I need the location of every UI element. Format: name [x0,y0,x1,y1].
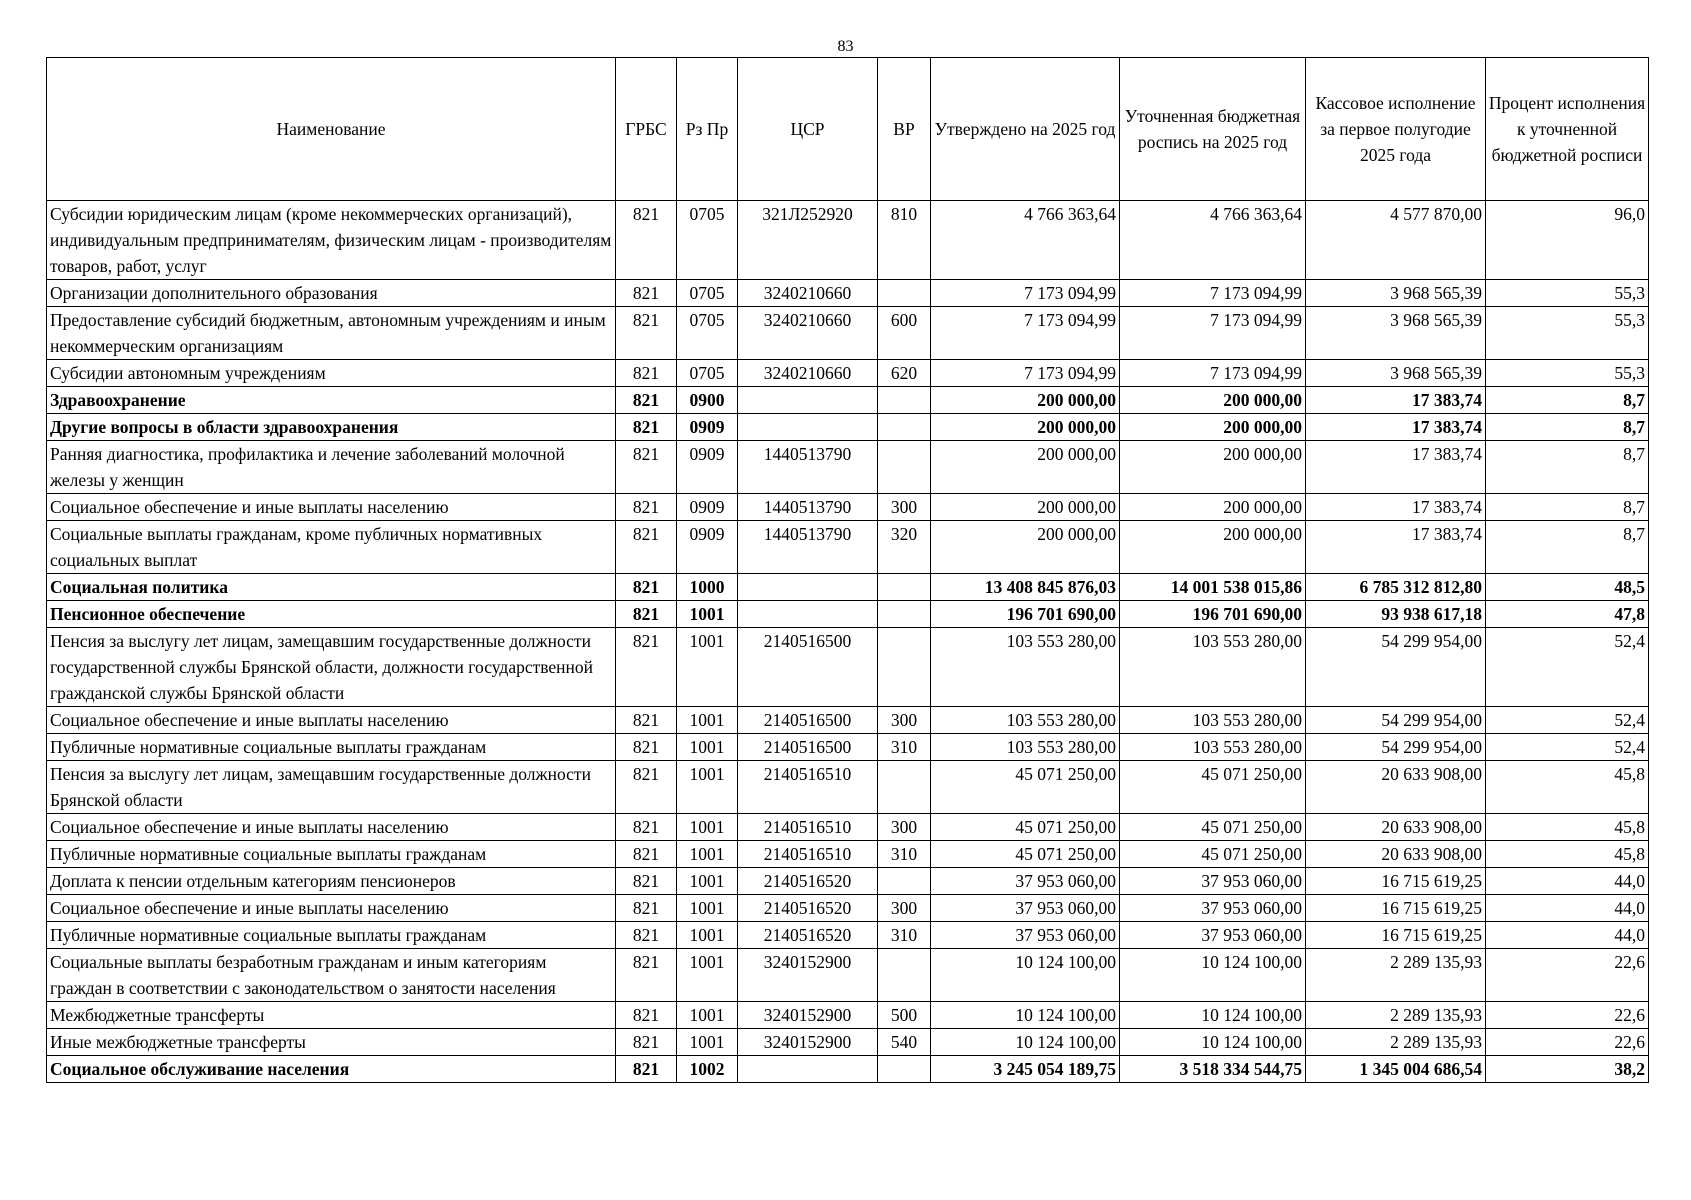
cell-cash: 4 577 870,00 [1306,201,1486,280]
cell-vr [878,280,931,307]
cell-name: Публичные нормативные социальные выплаты гражданам [47,734,616,761]
cell-approved: 10 124 100,00 [931,949,1120,1002]
cell-grbs: 821 [616,814,677,841]
cell-vr [878,868,931,895]
cell-refined: 196 701 690,00 [1120,601,1306,628]
cell-refined: 7 173 094,99 [1120,307,1306,360]
cell-approved: 37 953 060,00 [931,922,1120,949]
cell-rzpr: 1001 [677,868,738,895]
table-row [47,201,1649,280]
cell-cash: 20 633 908,00 [1306,761,1486,814]
table-row [47,734,1649,761]
cell-name: Пенсия за выслугу лет лицам, замещавшим государственные должности государственной службы Брянской области, должности государственной гражданской службы Брянской области [47,628,616,707]
cell-name: Социальное обеспечение и иные выплаты населению [47,895,616,922]
cell-percent: 22,6 [1486,1029,1649,1056]
table-row [47,601,1649,628]
cell-refined: 45 071 250,00 [1120,814,1306,841]
cell-percent: 52,4 [1486,628,1649,707]
cell-cash: 54 299 954,00 [1306,734,1486,761]
cell-refined: 37 953 060,00 [1120,868,1306,895]
cell-cash: 6 785 312 812,80 [1306,574,1486,601]
cell-rzpr: 1001 [677,1029,738,1056]
cell-name: Другие вопросы в области здравоохранения [47,414,616,441]
cell-percent: 22,6 [1486,949,1649,1002]
table-row [47,814,1649,841]
table-row [47,574,1649,601]
cell-cash: 17 383,74 [1306,387,1486,414]
cell-rzpr: 1001 [677,922,738,949]
table-row [47,387,1649,414]
cell-vr: 310 [878,841,931,868]
cell-vr: 300 [878,895,931,922]
cell-csr: 3240210660 [738,360,878,387]
cell-csr: 2140516500 [738,734,878,761]
cell-grbs: 821 [616,574,677,601]
cell-refined: 10 124 100,00 [1120,949,1306,1002]
cell-refined: 45 071 250,00 [1120,761,1306,814]
cell-approved: 13 408 845 876,03 [931,574,1120,601]
cell-approved: 103 553 280,00 [931,734,1120,761]
cell-name: Организации дополнительного образования [47,280,616,307]
cell-cash: 54 299 954,00 [1306,628,1486,707]
cell-vr [878,441,931,494]
table-row [47,1002,1649,1029]
cell-percent: 52,4 [1486,734,1649,761]
cell-name: Ранняя диагностика, профилактика и лечение заболеваний молочной железы у женщин [47,441,616,494]
cell-rzpr: 0900 [677,387,738,414]
cell-name: Социальные выплаты гражданам, кроме публичных нормативных социальных выплат [47,521,616,574]
cell-vr: 300 [878,494,931,521]
cell-name: Субсидии автономным учреждениям [47,360,616,387]
cell-name: Пенсия за выслугу лет лицам, замещавшим государственные должности Брянской области [47,761,616,814]
cell-grbs: 821 [616,441,677,494]
cell-name: Субсидии юридическим лицам (кроме некоммерческих организаций), индивидуальным предпринимателям, физическим лицам - производителям товаров, работ, услуг [47,201,616,280]
cell-refined: 45 071 250,00 [1120,841,1306,868]
cell-csr: 321Л252920 [738,201,878,280]
cell-vr [878,601,931,628]
table-body [47,201,1649,1083]
cell-grbs: 821 [616,307,677,360]
cell-vr: 310 [878,734,931,761]
cell-csr: 1440513790 [738,494,878,521]
page-number: 83 [837,38,854,55]
cell-name: Пенсионное обеспечение [47,601,616,628]
cell-percent: 45,8 [1486,841,1649,868]
cell-approved: 10 124 100,00 [931,1029,1120,1056]
cell-grbs: 821 [616,387,677,414]
cell-refined: 4 766 363,64 [1120,201,1306,280]
cell-refined: 200 000,00 [1120,387,1306,414]
cell-refined: 3 518 334 544,75 [1120,1056,1306,1083]
cell-grbs: 821 [616,280,677,307]
cell-vr: 500 [878,1002,931,1029]
cell-percent: 52,4 [1486,707,1649,734]
cell-grbs: 821 [616,360,677,387]
cell-cash: 93 938 617,18 [1306,601,1486,628]
header-csr: ЦСР [738,58,878,201]
table-row [47,1029,1649,1056]
cell-csr [738,414,878,441]
cell-percent: 8,7 [1486,521,1649,574]
cell-approved: 37 953 060,00 [931,868,1120,895]
header-refined: Уточненная бюджетная роспись на 2025 год [1120,58,1306,201]
cell-cash: 16 715 619,25 [1306,895,1486,922]
table-row [47,280,1649,307]
header-rzpr: Рз Пр [677,58,738,201]
cell-refined: 37 953 060,00 [1120,895,1306,922]
header-percent: Процент исполнения к уточненной бюджетной росписи [1486,58,1649,201]
cell-approved: 45 071 250,00 [931,814,1120,841]
cell-rzpr: 1001 [677,949,738,1002]
cell-csr: 2140516520 [738,895,878,922]
cell-csr: 2140516500 [738,707,878,734]
cell-vr: 300 [878,814,931,841]
table-row [47,441,1649,494]
cell-percent: 8,7 [1486,494,1649,521]
cell-approved: 4 766 363,64 [931,201,1120,280]
cell-csr: 3240210660 [738,307,878,360]
cell-name: Социальная политика [47,574,616,601]
cell-rzpr: 1001 [677,707,738,734]
cell-approved: 10 124 100,00 [931,1002,1120,1029]
cell-grbs: 821 [616,895,677,922]
cell-name: Публичные нормативные социальные выплаты гражданам [47,841,616,868]
cell-cash: 20 633 908,00 [1306,841,1486,868]
header-vr: ВР [878,58,931,201]
table-row [47,922,1649,949]
table-row [47,707,1649,734]
cell-approved: 37 953 060,00 [931,895,1120,922]
table-header-row [47,58,1649,201]
cell-refined: 10 124 100,00 [1120,1029,1306,1056]
cell-csr [738,574,878,601]
cell-refined: 7 173 094,99 [1120,280,1306,307]
cell-rzpr: 0705 [677,280,738,307]
cell-cash: 2 289 135,93 [1306,1002,1486,1029]
cell-approved: 200 000,00 [931,414,1120,441]
cell-rzpr: 1001 [677,628,738,707]
cell-percent: 55,3 [1486,280,1649,307]
cell-percent: 22,6 [1486,1002,1649,1029]
cell-name: Социальное обеспечение и иные выплаты населению [47,494,616,521]
cell-vr: 810 [878,201,931,280]
cell-percent: 55,3 [1486,360,1649,387]
cell-rzpr: 1001 [677,895,738,922]
cell-refined: 14 001 538 015,86 [1120,574,1306,601]
cell-rzpr: 1002 [677,1056,738,1083]
cell-vr [878,387,931,414]
cell-cash: 20 633 908,00 [1306,814,1486,841]
cell-name: Социальное обеспечение и иные выплаты населению [47,814,616,841]
cell-refined: 103 553 280,00 [1120,628,1306,707]
cell-csr: 3240210660 [738,280,878,307]
cell-name: Социальные выплаты безработным гражданам и иным категориям граждан в соответствии с законодательством о занятости населения [47,949,616,1002]
budget-execution-table [46,57,1649,1083]
cell-csr [738,601,878,628]
cell-name: Доплата к пенсии отдельным категориям пенсионеров [47,868,616,895]
cell-percent: 8,7 [1486,387,1649,414]
cell-percent: 47,8 [1486,601,1649,628]
cell-grbs: 821 [616,868,677,895]
cell-grbs: 821 [616,521,677,574]
cell-refined: 200 000,00 [1120,414,1306,441]
cell-percent: 8,7 [1486,414,1649,441]
cell-rzpr: 0705 [677,360,738,387]
cell-vr: 320 [878,521,931,574]
cell-approved: 196 701 690,00 [931,601,1120,628]
table-row [47,895,1649,922]
cell-percent: 45,8 [1486,761,1649,814]
cell-csr [738,1056,878,1083]
header-name: Наименование [47,58,616,201]
cell-approved: 45 071 250,00 [931,841,1120,868]
cell-cash: 16 715 619,25 [1306,922,1486,949]
cell-refined: 10 124 100,00 [1120,1002,1306,1029]
cell-csr: 2140516500 [738,628,878,707]
cell-csr: 2140516510 [738,841,878,868]
cell-rzpr: 1001 [677,761,738,814]
cell-cash: 2 289 135,93 [1306,949,1486,1002]
cell-rzpr: 1001 [677,734,738,761]
cell-percent: 44,0 [1486,922,1649,949]
cell-grbs: 821 [616,1002,677,1029]
cell-grbs: 821 [616,494,677,521]
cell-percent: 96,0 [1486,201,1649,280]
cell-grbs: 821 [616,949,677,1002]
cell-cash: 3 968 565,39 [1306,360,1486,387]
cell-name: Социальное обслуживание населения [47,1056,616,1083]
table-row [47,307,1649,360]
cell-refined: 200 000,00 [1120,441,1306,494]
cell-approved: 200 000,00 [931,387,1120,414]
cell-grbs: 821 [616,1029,677,1056]
cell-approved: 103 553 280,00 [931,628,1120,707]
cell-rzpr: 1001 [677,1002,738,1029]
cell-cash: 17 383,74 [1306,521,1486,574]
cell-cash: 3 968 565,39 [1306,307,1486,360]
cell-rzpr: 0909 [677,414,738,441]
cell-grbs: 821 [616,601,677,628]
cell-csr: 2140516510 [738,761,878,814]
cell-approved: 45 071 250,00 [931,761,1120,814]
cell-vr: 600 [878,307,931,360]
cell-csr: 1440513790 [738,521,878,574]
cell-vr [878,574,931,601]
table-row [47,521,1649,574]
cell-refined: 7 173 094,99 [1120,360,1306,387]
table-row [47,494,1649,521]
cell-grbs: 821 [616,841,677,868]
cell-refined: 103 553 280,00 [1120,707,1306,734]
cell-approved: 7 173 094,99 [931,280,1120,307]
cell-grbs: 821 [616,734,677,761]
cell-vr [878,1056,931,1083]
cell-rzpr: 0909 [677,441,738,494]
cell-vr [878,949,931,1002]
cell-csr: 3240152900 [738,949,878,1002]
cell-vr [878,628,931,707]
cell-refined: 200 000,00 [1120,494,1306,521]
cell-refined: 103 553 280,00 [1120,734,1306,761]
table-row [47,761,1649,814]
cell-name: Иные межбюджетные трансферты [47,1029,616,1056]
header-cash: Кассовое исполнение за первое полугодие 2025 года [1306,58,1486,201]
cell-rzpr: 0909 [677,494,738,521]
cell-name: Публичные нормативные социальные выплаты гражданам [47,922,616,949]
cell-name: Межбюджетные трансферты [47,1002,616,1029]
cell-approved: 3 245 054 189,75 [931,1056,1120,1083]
cell-vr: 310 [878,922,931,949]
cell-rzpr: 0705 [677,307,738,360]
cell-percent: 44,0 [1486,895,1649,922]
cell-approved: 200 000,00 [931,441,1120,494]
cell-cash: 17 383,74 [1306,414,1486,441]
cell-rzpr: 0705 [677,201,738,280]
table-row [47,360,1649,387]
cell-approved: 200 000,00 [931,494,1120,521]
cell-cash: 17 383,74 [1306,494,1486,521]
cell-rzpr: 1000 [677,574,738,601]
cell-cash: 1 345 004 686,54 [1306,1056,1486,1083]
cell-percent: 55,3 [1486,307,1649,360]
table-row [47,414,1649,441]
cell-name: Предоставление субсидий бюджетным, автономным учреждениям и иным некоммерческим организациям [47,307,616,360]
cell-csr: 3240152900 [738,1002,878,1029]
cell-grbs: 821 [616,414,677,441]
cell-rzpr: 1001 [677,814,738,841]
cell-csr [738,387,878,414]
header-approved: Утверждено на 2025 год [931,58,1120,201]
cell-rzpr: 0909 [677,521,738,574]
cell-grbs: 821 [616,628,677,707]
cell-approved: 7 173 094,99 [931,307,1120,360]
cell-percent: 8,7 [1486,441,1649,494]
cell-percent: 44,0 [1486,868,1649,895]
cell-rzpr: 1001 [677,841,738,868]
cell-cash: 16 715 619,25 [1306,868,1486,895]
table-row [47,841,1649,868]
cell-approved: 7 173 094,99 [931,360,1120,387]
header-grbs: ГРБС [616,58,677,201]
cell-vr: 620 [878,360,931,387]
cell-percent: 48,5 [1486,574,1649,601]
table-row [47,1056,1649,1083]
cell-percent: 38,2 [1486,1056,1649,1083]
cell-csr: 2140516510 [738,814,878,841]
cell-csr: 1440513790 [738,441,878,494]
cell-vr [878,761,931,814]
cell-refined: 37 953 060,00 [1120,922,1306,949]
cell-vr: 540 [878,1029,931,1056]
cell-grbs: 821 [616,1056,677,1083]
cell-refined: 200 000,00 [1120,521,1306,574]
cell-approved: 103 553 280,00 [931,707,1120,734]
table-row [47,628,1649,707]
cell-cash: 54 299 954,00 [1306,707,1486,734]
cell-grbs: 821 [616,761,677,814]
cell-approved: 200 000,00 [931,521,1120,574]
cell-csr: 2140516520 [738,922,878,949]
cell-csr: 2140516520 [738,868,878,895]
cell-name: Здравоохранение [47,387,616,414]
cell-vr [878,414,931,441]
cell-cash: 17 383,74 [1306,441,1486,494]
table-row [47,868,1649,895]
cell-name: Социальное обеспечение и иные выплаты населению [47,707,616,734]
cell-csr: 3240152900 [738,1029,878,1056]
cell-rzpr: 1001 [677,601,738,628]
cell-grbs: 821 [616,922,677,949]
cell-cash: 2 289 135,93 [1306,1029,1486,1056]
cell-cash: 3 968 565,39 [1306,280,1486,307]
cell-grbs: 821 [616,707,677,734]
cell-grbs: 821 [616,201,677,280]
cell-vr: 300 [878,707,931,734]
table-row [47,949,1649,1002]
cell-percent: 45,8 [1486,814,1649,841]
